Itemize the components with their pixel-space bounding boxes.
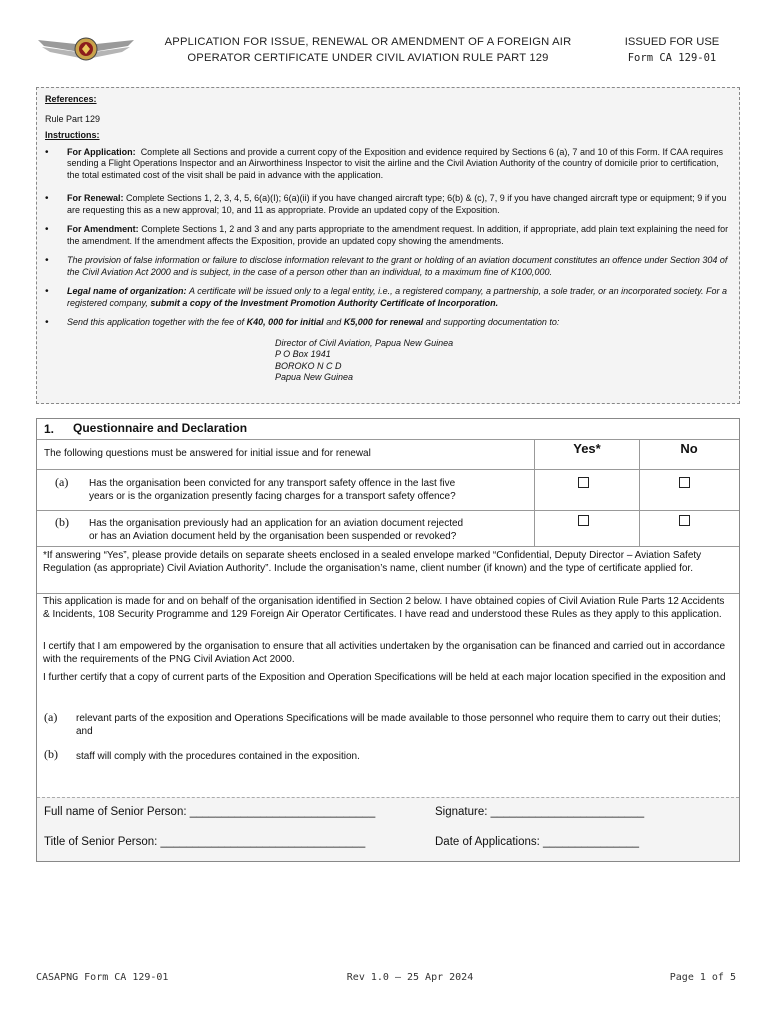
footer-revision: Rev 1.0 – 25 Apr 2024	[346, 972, 474, 983]
question-a-row	[37, 475, 739, 509]
footer-page-number: Page 1 of 5	[669, 972, 736, 983]
date-field[interactable]: Date of Applications: _______________	[435, 836, 639, 848]
intro-row	[37, 441, 739, 463]
instruction-amendment	[45, 224, 731, 247]
footer-form-id: CASAPNG Form CA 129-01	[36, 972, 169, 983]
title-field[interactable]: Title of Senior Person: ________________________________	[44, 836, 366, 848]
declaration-2: I certify that I am empowered by the organisation to ensure that all activities undertaken by the organisation can be financed and carried out in accordance with the requirements of the PNG Civil Aviation Act 2000.	[43, 641, 726, 665]
question-a-text	[89, 477, 456, 503]
form-title	[148, 34, 588, 66]
false-info-text: The provision of false information or failure to disclose information relevant to the grant or holding of an aviation document constitutes an offence under Section 304 of the Civil Aviation Act 2000 and is subject, in the case of a person other than an individual, to a maximum fine of K100,000.	[67, 255, 728, 277]
question-b-label: (b)	[55, 515, 69, 529]
divider	[37, 439, 739, 440]
question-b-yes-checkbox[interactable]	[578, 515, 589, 526]
send-post: and supporting documentation to:	[425, 317, 560, 327]
question-a-no-checkbox[interactable]	[679, 477, 690, 488]
declaration-a-text: relevant parts of the exposition and Operations Specifications will be made available to those personnel who require them to carry out their duties; and	[76, 713, 721, 737]
issued-label: ISSUED FOR USE	[624, 36, 720, 48]
issued-for-use	[612, 34, 732, 66]
amendment-text: Complete Sections 1, 2 and 3 and any parts appropriate to the amendment request. In addition, if appropriate, add plain text explaining the need for the amendment. If the amendment affects the Exposition, provide an updated copy showing the amendments.	[67, 224, 729, 246]
legal-bold: submit a copy of the Investment Promotion Authority Certificate of Incorporation.	[150, 297, 499, 308]
divider	[37, 593, 739, 594]
question-a-yes-checkbox[interactable]	[578, 477, 589, 488]
instructions-list	[45, 147, 731, 329]
declaration-b-label: (b)	[44, 747, 58, 761]
question-b-row	[37, 515, 739, 549]
instruction-application	[45, 147, 731, 182]
declaration-a-label: (a)	[44, 710, 58, 724]
divider	[37, 510, 739, 511]
renewal-head: For Renewal:	[67, 193, 124, 203]
mailing-address	[275, 338, 731, 384]
legal-text: A certificate will be issued only to a legal entity, i.e., a registered company, a partnership, a sole trader, or an incorporated society. For a registered company,	[67, 286, 727, 308]
divider	[37, 469, 739, 470]
address-line2: P O Box 1941	[275, 349, 331, 359]
section-heading: Questionnaire and Declaration	[73, 421, 248, 435]
renewal-text: Complete Sections 1, 2, 3, 4, 5, 6(a)(I); 6(a)(ii) if you have changed aircraft type; 6(b) & (c), 7, 9 if you have changed aircraft type or equipment; 9 if you are requesting this as a new approval; 10, and 11 as appropriate. Provide an updated copy of the Exposition.	[67, 193, 727, 215]
form-title-line1: APPLICATION FOR ISSUE, RENEWAL OR AMENDMENT OF A FOREIGN AIR	[164, 36, 572, 48]
full-name-field[interactable]: Full name of Senior Person: _____________________________	[44, 806, 376, 818]
intro-text: The following questions must be answered for initial issue and for renewal	[44, 448, 371, 459]
signature-area	[37, 797, 739, 861]
references-label: References:	[45, 94, 97, 104]
page-header	[0, 0, 770, 80]
yes-header: Yes*	[573, 441, 601, 456]
question-b-line1: Has the organisation previously had an application for an aviation document rejected	[89, 518, 464, 529]
section-1-questionnaire	[36, 418, 740, 862]
divider	[37, 546, 739, 547]
address-line1: Director of Civil Aviation, Papua New Guinea	[275, 337, 454, 348]
send-pre: Send this application together with the fee of	[67, 317, 245, 327]
declaration-3: I further certify that a copy of current parts of the Exposition and Operation Specifications will be held at each major location specified in the exposition and	[43, 672, 726, 683]
no-header: No	[680, 441, 698, 456]
fee-renewal: K5,000 for renewal	[343, 317, 424, 327]
question-b-text	[89, 517, 463, 543]
address-line4: Papua New Guinea	[275, 372, 354, 382]
instruction-legal-name	[45, 286, 731, 309]
references-box	[36, 87, 740, 404]
send-and: and	[326, 317, 342, 327]
question-a-line1: Has the organisation been convicted for any transport safety offence in the last five	[89, 478, 456, 489]
address-line3: BOROKO N C D	[275, 360, 342, 371]
declaration-1: This application is made for and on behalf of the organisation identified in Section 2 below. I have obtained copies of Civil Aviation Rule Parts 12 Accidents & Incidents, 108 Security Programme and 129 Foreign Air Operator Certificates. I have read and understood these Rules as they apply to this application.	[43, 596, 725, 620]
instructions-label: Instructions:	[45, 130, 100, 140]
instruction-renewal	[45, 193, 731, 216]
application-head: For Application:	[67, 146, 136, 157]
casa-png-wings-logo-icon	[36, 32, 136, 66]
yes-note: *If answering “Yes”, please provide details on separate sheets enclosed in a sealed envelope marked “Confidential, Deputy Director – Aviation Safety Regulation (as appropriate) Civil Aviation Authority”. Include the organisation’s name, client number (if known) and the type of certificate applied for.	[43, 550, 702, 574]
section-1-heading	[37, 421, 739, 439]
instruction-send	[45, 317, 731, 329]
section-number: 1.	[44, 422, 55, 436]
declaration-b-text: staff will comply with the procedures contained in the exposition.	[76, 751, 360, 762]
question-a-label: (a)	[55, 475, 69, 489]
question-a-line2: years or is the organization presently facing charges for a transport safety offence?	[89, 491, 456, 502]
legal-head: Legal name of organization:	[67, 286, 187, 296]
rule-part: Rule Part 129	[45, 113, 101, 124]
question-b-no-checkbox[interactable]	[679, 515, 690, 526]
instruction-false-info	[45, 255, 731, 278]
form-number: Form CA 129-01	[627, 52, 717, 64]
fee-initial: K40, 000 for initial	[246, 317, 324, 327]
amendment-head: For Amendment:	[67, 224, 139, 234]
application-text: Complete all Sections and provide a current copy of the Exposition and evidence required by Sections 6 (a), 7 and 10 of this Form. If CAA requires sending a Flight Operations Inspector and an Airworthiness Inspector to visit the airline and the Civil Aviation Authority of the country of domicile prior to certification, the total estimated cost of the visit shall be paid in advance with the application.	[67, 146, 724, 180]
question-b-line2: or has an Aviation document held by the organisation been suspended or revoked?	[89, 531, 457, 542]
signature-field[interactable]: Signature: ________________________	[435, 806, 645, 818]
form-title-line2: OPERATOR CERTIFICATE UNDER CIVIL AVIATION RULE PART 129	[187, 52, 549, 64]
